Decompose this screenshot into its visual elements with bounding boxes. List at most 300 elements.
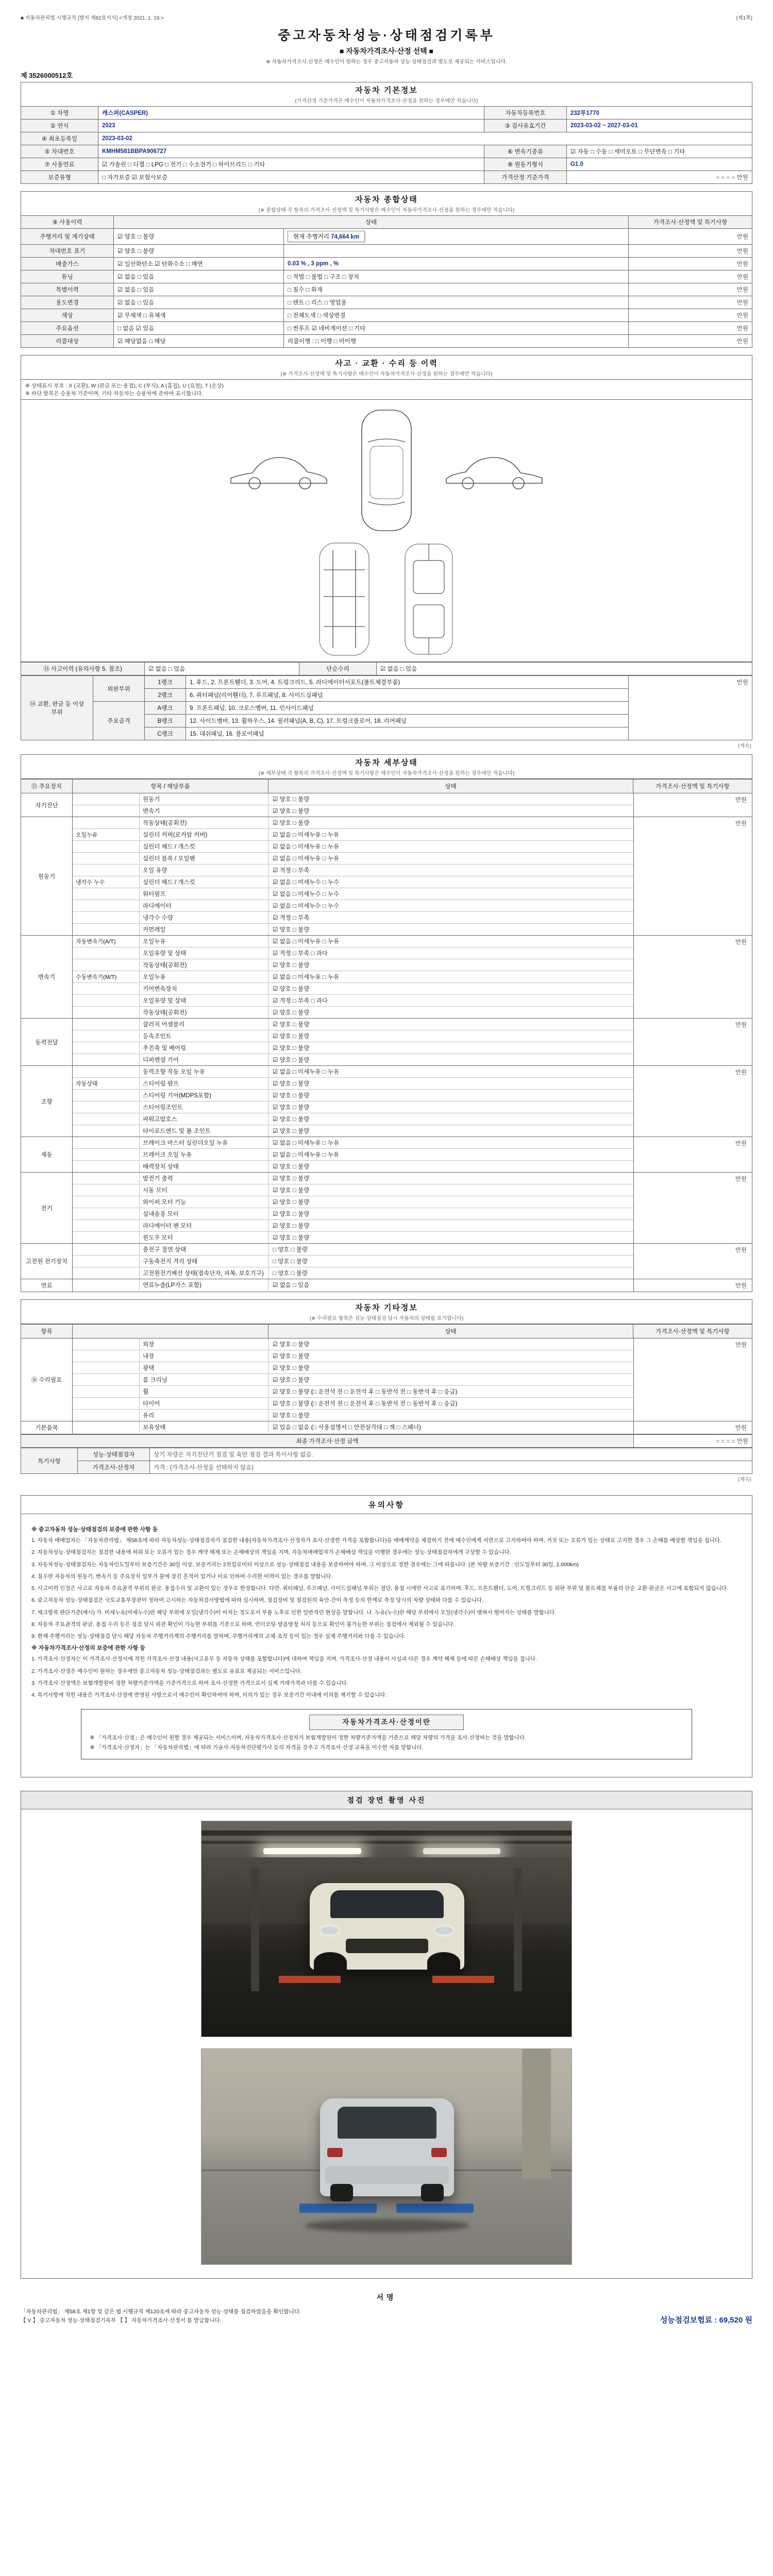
misc-item-row	[73, 1410, 633, 1421]
photos-section	[21, 1809, 752, 2279]
item-label: 스티어링 기어(MDPS포함)	[140, 1090, 268, 1101]
item-subgroup: 수동변속기(M/T)	[73, 971, 140, 982]
item-subgroup	[73, 1208, 140, 1219]
item-label: 오일누유	[140, 936, 268, 947]
item-subgroup	[73, 995, 140, 1006]
garage-pillar	[522, 2049, 551, 2178]
basic-info-table	[21, 82, 752, 184]
device-group-row	[21, 1137, 752, 1173]
fuel-checkboxes: ☑ 가솔린 □ 디젤 □ LPG □ 전기 □ 수소전기 □ 하이브리드 □ 기타	[98, 158, 484, 171]
device-item-row	[73, 1019, 633, 1030]
item-subgroup	[73, 1279, 140, 1291]
col-use-history: ⑨ 사용이력	[21, 216, 114, 229]
device-group-name: 변속기	[21, 936, 73, 1018]
item-label: 라디에이터	[140, 900, 268, 911]
item-state-checkboxes: ☑ 적정 □ 부족	[273, 915, 310, 921]
row-amount: 만원	[629, 335, 752, 348]
item-label: 와이퍼 모터 기능	[140, 1196, 268, 1208]
engine-type-label: ⑧ 원동기형식	[484, 158, 566, 171]
misc-group-row	[21, 1421, 752, 1434]
legend-line-2: ※ 하단 항목은 승용차 기준이며, 기타 자동차는 승용차에 준하여 표시합니다.	[25, 391, 204, 397]
car-wheel	[330, 2184, 353, 2201]
row-detail: □ 전체도색 □ 색상변경	[284, 309, 629, 322]
item-subgroup	[73, 1362, 140, 1374]
rankB-label: B랭크	[145, 715, 186, 727]
item-subgroup	[73, 1350, 140, 1362]
row-amount: 만원	[629, 245, 752, 258]
device-group-name: 동력전달	[21, 1019, 73, 1065]
first-reg-value: 2023-03-02	[102, 135, 132, 142]
section-title-comprehensive: 자동차 종합상태	[355, 195, 418, 204]
device-item-row	[73, 1137, 633, 1149]
misc-item-row	[73, 1374, 633, 1386]
item-subgroup	[73, 900, 140, 911]
item-state-checkboxes: ☑ 양호 □ 불량	[273, 1010, 310, 1016]
item-label: 등속조인트	[140, 1030, 268, 1042]
device-item-row	[73, 1113, 633, 1125]
car-taillight	[327, 2148, 343, 2157]
item-state-checkboxes: ☑ 양호 □ 불량	[273, 1365, 310, 1371]
inspector-label: 성능·상태점검자	[78, 1448, 150, 1461]
item-label: 실린더 헤드 / 개스킷	[140, 876, 268, 888]
vin-value: KMHM581BBPA906727	[102, 148, 167, 155]
car-side-view-right-diagram	[440, 447, 548, 494]
continued-marker: (계속)	[738, 1477, 751, 1483]
device-item-list	[73, 817, 633, 935]
device-item-row	[73, 1090, 633, 1101]
item-state-checkboxes: ☑ 양호 □ 불량	[273, 1223, 310, 1229]
accident-history-row	[21, 663, 752, 675]
item-state-checkboxes: ☑ 양호 □ 불량	[273, 796, 310, 803]
item-subgroup	[73, 1125, 140, 1137]
final-price-value: ○ ○ ○ ○ 만원	[634, 1435, 752, 1448]
mileage-label: 현재 주행거리	[293, 234, 329, 240]
item-label: 실린더 블록 / 오일팬	[140, 853, 268, 864]
device-item-row	[73, 1220, 633, 1232]
signature-label: 서명	[376, 2293, 397, 2301]
col-state: 상태	[268, 1325, 633, 1338]
item-state-checkboxes: ☑ 양호 □ 불량	[273, 820, 310, 826]
item-label: 작동상태(공회전)	[140, 817, 268, 828]
device-item-row	[73, 959, 633, 971]
item-state-checkboxes: ☑ 있음 □ 없음 (□ 사용설명서 □ 안전삼각대 □ 잭 □ 스패너)	[273, 1425, 421, 1431]
item-label: 시동 모터	[140, 1184, 268, 1196]
item-state-checkboxes: ☑ 양호 □ 불량	[273, 1105, 310, 1111]
item-state-checkboxes: □ 양호 □ 불량	[273, 1247, 308, 1253]
item-subgroup	[73, 1184, 140, 1196]
detail-state-table	[21, 793, 752, 1292]
item-subgroup	[73, 1398, 140, 1409]
item-label: 타이어	[140, 1398, 268, 1409]
price-appraisal-definition-box	[81, 1709, 692, 1759]
row-label: 배출가스	[21, 258, 114, 270]
device-item-row	[73, 995, 633, 1007]
row-label: 용도변경	[21, 296, 114, 309]
detail-state-header	[21, 754, 752, 779]
rankB-parts: 12. 사이드멤버, 13. 휠하우스, 14. 필러패널(A, B, C), 17. 트렁크플로어, 18. 리어패널	[186, 715, 629, 727]
col-amount: 가격조사·산정액 및 특기사항	[629, 216, 752, 229]
item-state-checkboxes: ☑ 없음 □ 미세누유 □ 누유	[273, 856, 340, 862]
row-state: ☑ 없음 □ 있음	[114, 283, 284, 296]
reg-no-label: 자동차등록번호	[484, 107, 566, 120]
item-subgroup	[73, 1137, 140, 1148]
main-frame-label: 주요골격	[93, 702, 145, 740]
item-label: 오일 유량	[140, 865, 268, 876]
item-label: 워터펌프	[140, 888, 268, 900]
device-item-list	[73, 1019, 633, 1065]
table-row-tuning	[21, 270, 752, 283]
legend-line-1: ※ 상태표시 부호 : X (교환), W (판금 또는 용접), C (부식), A (흠집), U (요철), T (손상)	[25, 383, 224, 389]
lift-ramp	[299, 2204, 377, 2213]
transmission-checkboxes: ☑ 자동 □ 수동 □ 세미오토 □ 무단변속 □ 기타	[566, 145, 752, 158]
notice-paragraph: 3. 가격조사·산정액은 보험개발원이 정한 차량기준가액을 기준가격으로 하여 조사·산정한 가격으로서 실제 거래가격과 다를 수 있습니다.	[31, 1680, 348, 1687]
item-subgroup	[73, 1267, 140, 1279]
row-amount: 만원	[629, 309, 752, 322]
form-reference: ■ 자동차관리법 시행규칙 [별지 제82호서식] <개정 2021. 1. 19.>	[21, 15, 164, 21]
device-item-row	[73, 912, 633, 924]
simple-repair-state: ☑ 없음 □ 있음	[377, 663, 752, 675]
car-grille	[346, 1939, 428, 1953]
car-diagram-area	[21, 400, 752, 662]
item-label: 충전구 절연 상태	[140, 1244, 268, 1255]
item-state-checkboxes: ☑ 없음 □ 미세누유 □ 누유	[273, 844, 340, 850]
item-subgroup	[73, 793, 140, 805]
item-subgroup	[73, 1244, 140, 1255]
device-item-row	[73, 1030, 633, 1042]
definition-line-1: ※ 「가격조사·산정」은 매수인이 원할 경우 제공되는 서비스이며, 자동차가격조사·산정자가 보험개발원이 정한 차량기준가액을 기준으로 해당 차량의 가격을 조사·산정하는 것을 말합니다.	[90, 1735, 526, 1741]
state-mark-legend	[21, 380, 752, 400]
item-subgroup	[73, 805, 140, 817]
row-label: 튜닝	[21, 270, 114, 283]
col-state: 상태	[268, 779, 633, 793]
group-amount: 만원	[633, 1019, 752, 1065]
item-state-checkboxes: ☑ 양호 □ 불량	[273, 962, 310, 969]
table-header-row	[21, 216, 752, 229]
item-state-checkboxes: ☑ 없음 □ 미세누수 □ 누수	[273, 879, 340, 886]
final-price-label: 최종 가격조사·산정 금액	[21, 1435, 634, 1448]
item-state-checkboxes: ☑ 양호 □ 불량	[273, 1235, 310, 1241]
col-spacer	[73, 1325, 268, 1338]
misc-item-row	[73, 1350, 633, 1362]
item-label: 브레이크 오일 누유	[140, 1149, 268, 1160]
misc-item-list	[73, 1421, 633, 1434]
group-amount: 만원	[633, 1066, 752, 1137]
row-amount: 만원	[629, 296, 752, 309]
price-notices-subtitle: ※ 자동차가격조사·산정의 보증에 관한 사항 등	[31, 1645, 145, 1652]
item-state-checkboxes: ☑ 양호 □ 불량	[273, 1199, 310, 1206]
car-underbody-frame-diagram	[313, 540, 375, 658]
row-amount: 만원	[629, 283, 752, 296]
item-state-checkboxes: ☑ 양호 □ 불량	[273, 1116, 310, 1123]
section-note-basic: (가격산정 기준가격은 매수인이 자동차가격조사·산정을 원하는 경우에만 적습니다)	[295, 98, 478, 104]
fluorescent-light	[263, 1848, 361, 1854]
document-subtitle: ■ 자동차가격조사·산정 선택 ■	[339, 47, 433, 55]
vin-label: ⑤ 차대번호	[21, 145, 98, 158]
item-state-checkboxes: ☑ 양호 □ 불량	[273, 1211, 310, 1217]
item-subgroup	[73, 1007, 140, 1018]
appraiser-note: 가격 : (가격조사·산정을 선택하지 않음)	[150, 1461, 752, 1474]
car-top-view-diagram	[356, 406, 417, 535]
item-subgroup	[73, 1161, 140, 1172]
device-item-row	[73, 1256, 633, 1267]
table-row	[21, 158, 752, 171]
device-group-name: 연료	[21, 1279, 73, 1292]
inspection-photo-front	[201, 1821, 572, 2037]
section-note-misc: (※ 수리필요 항목은 성능·상태점검 당시 자동차의 상태를 표기합니다)	[309, 1316, 464, 1321]
inspection-valid-label: ③ 검사유효기간	[484, 120, 566, 132]
notice-paragraph: 7. 체크항목 판단기준(예시) 가. 미세누유(미세누수)란 해당 부위에 오일(냉각수)이 비치는 정도로서 부품 노후로 인한 일반적인 현상을 말합니다. 나. 누유(누수)란 해당 부위에서 오일(냉각수)이 맺혀서 떨어지는 상태를 말합니다.	[31, 1609, 556, 1616]
item-subgroup	[73, 1338, 140, 1350]
item-state-checkboxes: ☑ 없음 □ 미세누유 □ 누유	[273, 974, 340, 980]
table-row-vin-mark	[21, 245, 752, 258]
device-item-row	[73, 947, 633, 959]
item-subgroup	[73, 1149, 140, 1160]
item-state-checkboxes: ☑ 양호 □ 불량	[273, 1093, 310, 1099]
table-row-usage-change	[21, 296, 752, 309]
notice-paragraph: 1. 가격조사·산정자는 이 가격조사·산정서에 적힌 가격조사·산정 내용(사고유무 등 자동차 상태를 포함합니다)에 대하여 책임을 지며, 가격조사·산정 내용이 사실과 다른 경우 계약 해제 등에 따른 손해배상 책임을 집니다.	[31, 1656, 537, 1663]
item-label: 냉각수 수량	[140, 912, 268, 923]
col-item: 항목	[21, 1325, 73, 1338]
device-group-row	[21, 1244, 752, 1279]
group-amount: 만원	[633, 1338, 752, 1421]
row-detail: □ 적법 □ 불법 □ 구조 □ 장치	[284, 270, 629, 283]
item-label: 실내송풍 모터	[140, 1208, 268, 1219]
group-amount: 만원	[633, 1421, 752, 1434]
row-amount: 만원	[629, 229, 752, 245]
device-group-row	[21, 1279, 752, 1292]
car-wheel-arch	[427, 1952, 460, 1973]
misc-group-row	[21, 1338, 752, 1421]
item-label: 디퍼렌셜 기어	[140, 1054, 268, 1065]
row-label: 주행거리 및 계기상태	[21, 229, 114, 245]
item-state-checkboxes: ☑ 없음 □ 미세누유 □ 누유	[273, 1069, 340, 1075]
inspection-photo-rear	[201, 2048, 572, 2265]
device-group-name: 원동기	[21, 817, 73, 935]
row-state: ☑ 없음 □ 있음	[114, 270, 284, 283]
table-row-color	[21, 309, 752, 322]
accident-state: ☑ 없음 □ 있음	[145, 663, 299, 675]
item-subgroup	[73, 912, 140, 923]
row-label: 주요옵션	[21, 322, 114, 335]
device-item-list	[73, 1066, 633, 1137]
outer-panel-label: 외판부위	[93, 676, 145, 702]
base-price-label: 가격산정 기준가격	[484, 171, 566, 184]
item-subgroup: 냉각수 누수	[73, 876, 140, 888]
device-item-list	[73, 793, 633, 817]
row-state: ☑ 양호 □ 불량	[114, 245, 284, 258]
item-label: 오일누유	[140, 971, 268, 982]
device-item-row	[73, 853, 633, 865]
notices-title: 유의사항	[21, 1495, 752, 1514]
group-amount: 만원	[633, 793, 752, 817]
document-title: 중고자동차성능·상태점검기록부	[278, 28, 495, 43]
comprehensive-state-table	[21, 191, 752, 348]
item-subgroup	[73, 1410, 140, 1421]
item-label: 브레이크 마스터 실린더오일 누유	[140, 1137, 268, 1148]
car-wheel	[421, 2184, 444, 2201]
section-header-misc	[21, 1300, 752, 1324]
table-row	[21, 171, 752, 184]
car-taillight	[431, 2148, 447, 2157]
rank-row-1	[21, 676, 752, 689]
document-page	[21, 0, 752, 2356]
rank2-parts: 6. 쿼터패널(리어휀더), 7. 루프패널, 8. 사이드실패널	[186, 689, 629, 702]
lift-arm	[279, 1976, 341, 1983]
row-state: ☑ 양호 □ 불량	[114, 229, 284, 245]
device-item-row	[73, 1267, 633, 1279]
item-state-checkboxes: ☑ 양호 □ 불량 (□ 운전석 전 □ 운전석 후 □ 동반석 전 □ 동반석 후 □ 응급)	[273, 1401, 458, 1407]
item-label: 연료누출(LP가스 포함)	[140, 1279, 268, 1291]
item-label: 커먼레일	[140, 924, 268, 935]
section-title-accident: 사고 · 교환 · 수리 등 이력	[335, 359, 438, 368]
item-subgroup	[73, 1113, 140, 1125]
inspection-insurance-fee: 성능점검보험료 : 69,520 원	[660, 2315, 752, 2325]
rankA-label: A랭크	[145, 702, 186, 715]
car-rear-window	[338, 2107, 436, 2139]
model-year-label: ② 연식	[21, 120, 98, 132]
accident-history-header	[21, 355, 752, 380]
rankA-parts: 9. 프론트패널, 10. 크로스멤버, 11. 인사이드패널	[186, 702, 629, 715]
item-label: 동력조향 작동 오일 누유	[140, 1066, 268, 1077]
device-item-row	[73, 1078, 633, 1090]
row-amount: 만원	[629, 322, 752, 335]
group-amount: 만원	[633, 1173, 752, 1243]
row-detail: □ 썬루프 ☑ 네비게이션 □ 기타	[284, 322, 629, 335]
device-item-row	[73, 1244, 633, 1256]
device-item-row	[73, 817, 633, 829]
item-subgroup	[73, 853, 140, 864]
device-item-row	[73, 805, 633, 817]
col-item-part: 항목 / 해당부품	[73, 779, 268, 793]
final-price-row	[21, 1435, 752, 1448]
final-price-table	[21, 1434, 752, 1448]
item-state-checkboxes: ☑ 양호 □ 불량	[273, 1081, 310, 1087]
subtitle-note: ※ 자동차가격조사·산정은 매수인이 원하는 경우 중고자동차 성능·상태점검과 별도로 제공되는 서비스입니다.	[266, 59, 507, 65]
item-subgroup: 자동변속기(A/T)	[73, 936, 140, 947]
item-state-checkboxes: ☑ 양호 □ 불량	[273, 1188, 310, 1194]
notice-paragraph: 5. 사고이력 인정은 사고로 자동차 주요골격 부위의 판금, 용접수리 및 교환이 있는 경우로 한정합니다. 다만, 쿼터패널, 루프패널, 사이드실패널 부위는 절단, 용접 시에만 사고로 표기하며, 후드, 프론트휀더, 도어, 트렁크리드 등 외판 부위 및 볼트체결 부품의 단순 교환·판금은 사고에 포함되지 않습니다.	[31, 1585, 729, 1592]
detail-column-header	[21, 779, 752, 793]
item-state-checkboxes: ☑ 적정 □ 부족 □ 과다	[273, 951, 328, 957]
item-label: 고전원전기배선 상태(접속단자, 피복, 보호기구)	[140, 1267, 268, 1279]
signature-section	[21, 2292, 752, 2325]
notice-paragraph: 2. 가격조사·산정은 매수인이 원하는 경우에만 중고자동차 성능·상태점검과는 별도로 유료로 제공되는 서비스입니다.	[31, 1668, 302, 1674]
car-rear-view	[320, 2098, 454, 2196]
accident-history-table	[21, 662, 752, 675]
simple-repair-label: 단순수리	[299, 663, 377, 675]
misc-item-list	[73, 1338, 633, 1421]
fuel-label: ⑦ 사용연료	[21, 158, 98, 171]
item-subgroup	[73, 947, 140, 959]
device-item-row	[73, 888, 633, 900]
item-state-checkboxes: ☑ 없음 □ 미세누유 □ 누유	[273, 939, 340, 945]
col-amount-remark: 가격조사·산정액 및 특기사항	[656, 1329, 730, 1335]
item-label: 오일유량 및 상태	[140, 947, 268, 959]
device-item-row	[73, 1279, 633, 1291]
section-title-basic: 자동차 기본정보	[355, 86, 418, 95]
table-row	[21, 120, 752, 132]
notice-paragraph: 4. 침수란 자동차의 원동기, 변속기 등 주요장치 일부가 물에 잠긴 흔적이 있거나 이로 인하여 수리한 이력이 있는 경우를 말합니다.	[31, 1573, 333, 1580]
item-label: 기어변속장치	[140, 983, 268, 994]
device-group-row	[21, 793, 752, 817]
item-label: 윈도우 모터	[140, 1232, 268, 1243]
item-label: 내장	[140, 1350, 268, 1362]
item-state-checkboxes: □ 양호 □ 불량	[273, 1259, 308, 1265]
row-state: ☑ 없음 □ 있음	[114, 296, 284, 309]
item-label: 파워고압호스	[140, 1113, 268, 1125]
device-item-row	[73, 1149, 633, 1161]
row-label: 특별이력	[21, 283, 114, 296]
car-side-view-left-diagram	[225, 447, 333, 494]
item-state-checkboxes: ☑ 없음 □ 미세누유 □ 누유	[273, 1140, 340, 1146]
row-state: □ 없음 ☑ 있음	[114, 322, 284, 335]
misc-item-row	[73, 1362, 633, 1374]
item-subgroup	[73, 1173, 140, 1184]
row-detail	[284, 245, 629, 258]
misc-item-row	[73, 1421, 633, 1433]
model-year-value: 2023	[102, 123, 115, 129]
device-group-row	[21, 817, 752, 936]
mileage-value: 74,664 km	[331, 234, 360, 240]
device-item-list	[73, 936, 633, 1018]
table-row-emissions	[21, 258, 752, 270]
device-item-list	[73, 1279, 633, 1292]
document-number: 제 3526000512호	[21, 72, 73, 79]
table-row	[21, 107, 752, 120]
item-subgroup	[73, 959, 140, 971]
item-subgroup	[73, 1054, 140, 1065]
item-state-checkboxes: ☑ 양호 □ 불량	[273, 1413, 310, 1419]
device-group-name: 자기진단	[21, 793, 73, 817]
misc-item-row	[73, 1398, 633, 1410]
misc-info-table	[21, 1338, 752, 1434]
device-group-row	[21, 936, 752, 1019]
device-item-row	[73, 900, 633, 912]
row-state: ☑ 무채색 □ 유채색	[114, 309, 284, 322]
notice-paragraph: 2. 자동차성능·상태점검자는 점검한 내용에 허위 또는 오류가 있는 경우 계약 해제 또는 손해배상의 책임을 지며, 자동차매매업자가 손해배상 책임을 이행한 경우에는 성능·상태점검자에게 구상할 수 있습니다.	[31, 1549, 511, 1556]
section-note-comprehensive: (※ 종합상태 각 항목의 가격조사·산정액 및 특기사항은 매수인이 자동차가격조사·산정을 원하는 경우에만 적습니다)	[258, 208, 515, 213]
item-subgroup	[73, 1196, 140, 1208]
group-amount: 만원	[633, 1279, 752, 1292]
item-state-checkboxes: ☑ 양호 □ 불량	[273, 1045, 310, 1052]
device-item-row	[73, 865, 633, 876]
signature-statement-1: 「자동차관리법」 제58조 제1항 및 같은 법 시행규칙 제120조에 따라 중고자동차 성능·상태를 점검하였음을 확인합니다.	[21, 2308, 301, 2315]
row-amount: 만원	[629, 258, 752, 270]
signature-statement-2: 【 V 】 중고자동차 성능·상태점검기록부 【 】 자동차가격조사·산정서 를 발급합니다.	[21, 2317, 222, 2324]
device-item-list	[73, 1173, 633, 1243]
table-row-mileage	[21, 229, 752, 245]
item-subgroup	[73, 1090, 140, 1101]
item-label: 보유상태	[140, 1421, 268, 1433]
row-state: ☑ 해당없음 □ 해당	[114, 335, 284, 348]
item-subgroup	[73, 1421, 140, 1433]
device-item-row	[73, 1101, 633, 1113]
group-amount: 만원	[633, 1244, 752, 1279]
item-label: 오일유량 및 상태	[140, 995, 268, 1006]
item-label: 휠	[140, 1386, 268, 1397]
warranty-checkboxes: □ 자가보증 ☑ 보험사보증	[98, 171, 484, 184]
notice-paragraph: 1. 자동차 매매업자는 「자동차관리법」 제58조에 따라 자동차성능·상태점검자가 점검한 내용(자동차가격조사·산정자가 조사·산정한 가격을 포함합니다)을 매매계약을 체결하기 전에 매수인에게 서면으로 고지하여야 하며, 거짓 또는 오류가 있는 상태로 고지한 경우 그 손해를 배상할 책임을 집니다.	[31, 1537, 721, 1544]
special-notes-label: 특기사항	[21, 1448, 78, 1474]
item-label: 작동상태(공회전)	[140, 1007, 268, 1018]
item-subgroup	[73, 983, 140, 994]
col-state: 상태	[114, 216, 629, 229]
device-item-row	[73, 1184, 633, 1196]
table-row	[21, 132, 752, 145]
item-state-checkboxes: ☑ 없음 □ 미세누수 □ 누수	[273, 903, 340, 909]
device-group-row	[21, 1019, 752, 1066]
item-state-checkboxes: ☑ 양호 □ 불량	[273, 1057, 310, 1063]
